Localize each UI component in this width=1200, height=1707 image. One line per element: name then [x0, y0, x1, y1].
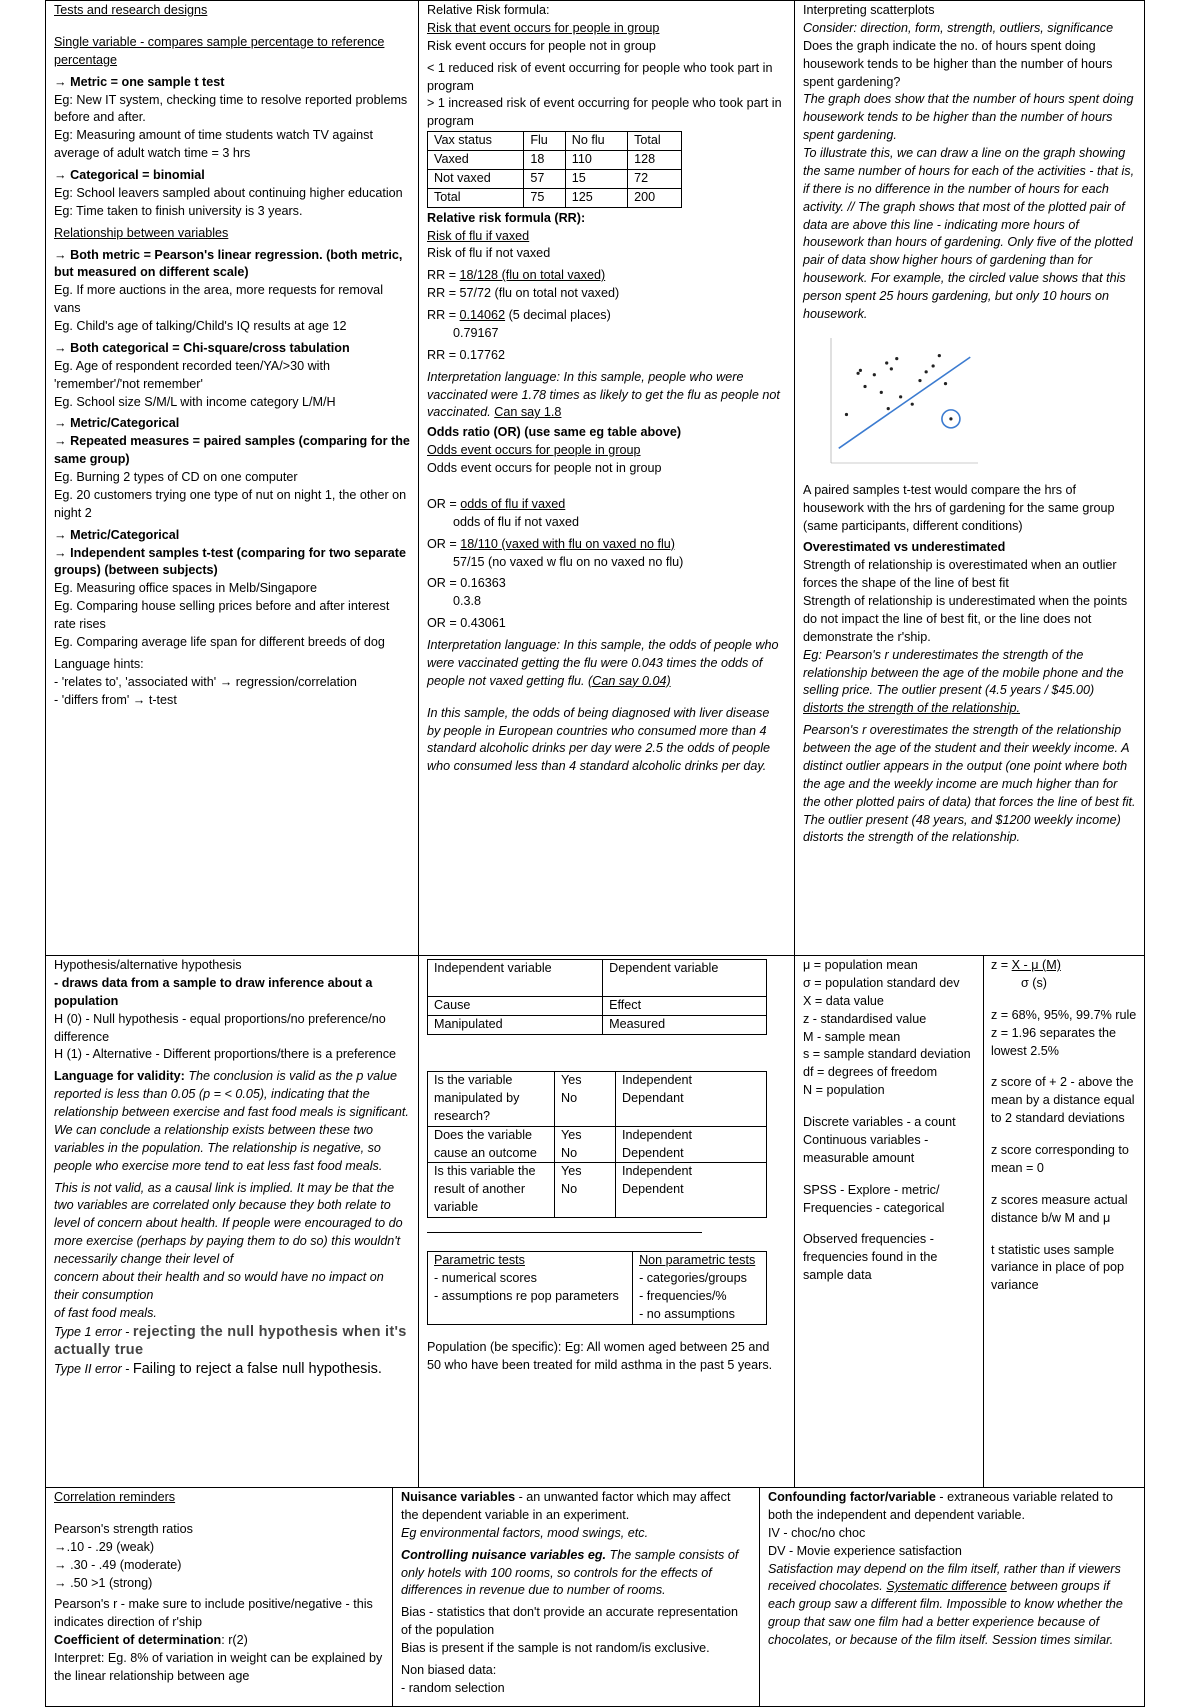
hypothesis-cell [45, 955, 419, 1488]
rr-result: RR = 0.17762 [427, 347, 506, 362]
table-cell: Cause [428, 997, 603, 1016]
validity-language [54, 1068, 410, 1175]
underestimated-def: Strength of relationship is underestimated when the points do not impact the line of best fit, or the line does not demonstrate the r'ship. [803, 594, 1128, 644]
table-cell: - categories/groups - frequencies/% - no assumptions [633, 1270, 767, 1324]
or-denominator: Odds event occurs for people not in group [427, 461, 662, 475]
table-cell: Independent [615, 1163, 766, 1181]
scatter-point [885, 361, 888, 364]
z-note: z = 1.96 separates the lowest 2.5% [991, 1025, 1116, 1058]
table-row [428, 1071, 767, 1089]
consider-list: Consider: direction, form, strength, outliers, significance [803, 20, 1114, 35]
rr-greater-than-one: > 1 increased risk of event occurring for people who took part in program [427, 96, 782, 129]
example: Eg. Child's age of talking/Child's IQ results at age 12 [54, 319, 347, 333]
z-note: z score corresponding to mean = 0 [991, 1143, 1129, 1175]
z-note: t statistic uses sample variance in place of pop variance [991, 1242, 1125, 1293]
example: Eg: New IT system, checking time to resolve reported problems before and after. [54, 92, 408, 125]
example: Eg. 20 customers trying one type of nut on night 1, the other on night 2 [54, 487, 407, 520]
table-cell: 75 [524, 188, 565, 207]
confounding-label: Confounding factor/variable [768, 1490, 936, 1504]
controlling-nuisance [401, 1547, 751, 1601]
table-header-cell: No flu [565, 132, 627, 151]
scatter-answer: The graph does show that the number of hours spent doing housework tends to be higher than the number of hours spent gardening. [803, 92, 1134, 143]
not-valid-text: of fast food meals. [54, 1305, 157, 1320]
single-variable-heading: Single variable - compares sample percentage to reference percentage [54, 34, 385, 67]
cod-label: Coefficient of determination [54, 1633, 222, 1648]
table-cell: Vaxed [428, 151, 524, 170]
rr-calc-line: RR = 57/72 (flu on total not vaxed) [427, 286, 620, 301]
rr-interpretation [427, 369, 786, 423]
table-row [428, 188, 682, 207]
table-header-cell: Vax status [428, 132, 524, 151]
table-cell: 125 [565, 188, 627, 207]
language-hint: - 'differs from' → t-test [54, 692, 177, 707]
example: Eg: Time taken to finish university is 3 years. [54, 203, 303, 218]
flu-table [427, 131, 682, 208]
hypothesis-heading: Hypothesis/alternative hypothesis [54, 958, 242, 972]
symbol-def: s = sample standard deviation [803, 1047, 971, 1062]
rr-fraction: 18/128 (flu on total vaxed) [459, 268, 606, 283]
example: Eg. Burning 2 types of CD on one computer [54, 470, 298, 484]
table-cell: 110 [565, 151, 627, 170]
variables-cell [418, 955, 795, 1488]
confounding-def [768, 1489, 1136, 1525]
or-heading: Odds ratio (OR) (use same eg table above) [427, 425, 682, 440]
or-interpretation [427, 637, 786, 691]
parametric-table [427, 1251, 767, 1325]
table-cell: Independent [615, 1071, 766, 1089]
not-valid-text: concern about their health and so would have no impact on their consumption [54, 1269, 384, 1302]
scatter-point [859, 369, 862, 372]
population-example: Population (be specific): Eg: All women aged between 25 and 50 who have been treated for mild asthma in the past 5 years. [427, 1339, 773, 1372]
table-cell: Independent [615, 1126, 766, 1144]
table-header-cell: Dependent variable [603, 960, 767, 997]
rr-interp-text: Interpretation language: In this sample, people who were vaccinated were 1.78 times as likely to get the flu as people not vaccinated. [427, 369, 780, 420]
scatter-point [887, 407, 890, 410]
or-calc-line: odds of flu if not vaxed [453, 514, 580, 529]
table-cell: 200 [628, 188, 682, 207]
tests-research-designs-cell [45, 0, 419, 956]
scatter-point [880, 391, 883, 394]
scatter-heading: Interpreting scatterplots [803, 3, 935, 17]
confounding-text: - extraneous variable related to both the independent and dependent variable. [768, 1490, 1114, 1522]
bias-def: Bias - statistics that don't provide an accurate representation of the population [401, 1605, 739, 1638]
symbol-def: SPSS - Explore - metric/ Frequencies - categorical [803, 1182, 945, 1215]
table-header-row [428, 1252, 767, 1270]
example: Eg. Age of respondent recorded teen/YA/>30 with 'remember'/'not remember' [54, 358, 330, 391]
relative-risk-cell [418, 0, 795, 956]
overestimated-def: Strength of relationship is overestimated when an outlier forces the shape of the line of best fit [803, 558, 1117, 591]
iv-dv-table [427, 959, 767, 1035]
paired-samples-note: A paired samples t-test would compare the hrs of housework with the hrs of gardening for the same group (same participants, different conditions) [803, 482, 1115, 533]
cheat-sheet [45, 0, 1145, 1696]
table-cell: Dependent [615, 1145, 766, 1163]
metric-test: → Metric = one sample t test [54, 74, 225, 89]
table-cell: 18 [524, 151, 565, 170]
nuisance-cell [392, 1487, 760, 1707]
controlling-label: Controlling nuisance variables eg. [401, 1547, 607, 1562]
rr-numerator: Risk that event occurs for people in group [427, 20, 660, 35]
not-valid-text: This is not valid, as a causal link is implied. It may be that the two variables are correlated only because they both relate to level of concern about health. If people were encouraged to do more exercise (perhaps by paying them to do so) this wouldn't necessarily change their level of [54, 1180, 403, 1266]
table-row [428, 151, 682, 170]
table-header-cell: Parametric tests [428, 1252, 633, 1270]
scatter-point [925, 370, 928, 373]
cod-interpretation: Interpret: Eg. 8% of variation in weight can be explained by the linear relationship between age [54, 1651, 383, 1683]
divider [427, 1218, 702, 1233]
rr-less-than-one: < 1 reduced risk of event occurring for people who took part in program [427, 60, 773, 93]
systematic-difference: Systematic difference [886, 1579, 1007, 1594]
symbol-def: Observed frequencies - frequencies found in the sample data [803, 1232, 938, 1283]
or-calc-line [427, 496, 786, 514]
nuisance-text: - an unwanted factor which may affect the dependent variable in an experiment. [401, 1490, 731, 1522]
table-header-row [428, 960, 767, 997]
underestimate-text: Eg: Pearson's r underestimates the strength of the relationship between the age of the mobile phone and the selling price. The outlier present (4.5 years / $45.00) [803, 647, 1124, 698]
table-cell: Not vaxed [428, 169, 524, 188]
symbol-def: Discrete variables - a count [803, 1115, 956, 1129]
table-header-cell: Total [628, 132, 682, 151]
underestimate-underlined: distorts the strength of the relationship. [803, 701, 1021, 716]
both-categorical-test: → Both categorical = Chi-square/cross tabulation [54, 340, 350, 355]
example: Eg. Comparing house selling prices before and after interest rate rises [54, 599, 390, 631]
rr-calc-line [427, 267, 786, 285]
metric-categorical: → Metric/Categorical [54, 416, 180, 431]
table-cell: Dependant [615, 1090, 766, 1127]
symbol-def: M - sample mean [803, 1029, 901, 1044]
table-header-cell: Flu [524, 132, 565, 151]
type-2-error [54, 1360, 410, 1379]
table-cell: Total [428, 188, 524, 207]
example: Eg. School size S/M/L with income category L/M/H [54, 394, 336, 409]
scatter-point [856, 371, 859, 374]
symbol-def: Continuous variables - measurable amount [803, 1132, 929, 1165]
z-prefix: z = [991, 958, 1012, 972]
rr-calc-line [427, 307, 786, 325]
table-cell: No [555, 1181, 616, 1218]
rr-denominator: Risk event occurs for people not in group [427, 38, 656, 53]
symbol-def: z - standardised value [803, 1011, 927, 1026]
scatterplot-chart [813, 328, 983, 478]
table-row [428, 169, 682, 188]
coefficient-determination [54, 1632, 384, 1650]
rr-note: (5 decimal places) [505, 308, 611, 322]
table-cell: Yes [555, 1163, 616, 1181]
type-1-label: Type 1 error - [54, 1324, 133, 1339]
scatter-point [918, 379, 921, 382]
table-cell: Does the variable cause an outcome [428, 1126, 555, 1163]
repeated-measures-test: → Repeated measures = paired samples (comparing for the same group) [54, 434, 410, 467]
scatter-point [895, 357, 898, 360]
or-calc-line [427, 536, 786, 554]
or-numerator: Odds event occurs for people in group [427, 443, 641, 458]
scatter-point [863, 385, 866, 388]
scatter-question: Does the graph indicate the no. of hours spent doing housework tends to be higher than the number of hours spent gardening? [803, 38, 1113, 89]
metric-categorical: → Metric/Categorical [54, 527, 180, 542]
example: Eg. Measuring office spaces in Melb/Singapore [54, 581, 317, 596]
bias-note: Bias is present if the sample is not random/is exclusive. [401, 1641, 710, 1655]
language-hints-heading: Language hints: [54, 656, 144, 671]
table-row [428, 1270, 767, 1324]
rr-heading: Relative Risk formula: [427, 3, 550, 17]
table-header-cell: Independent variable [428, 960, 603, 997]
example: Eg: Measuring amount of time students watch TV against average of adult watch time = 3 hrs [54, 128, 373, 161]
table-cell: 15 [565, 169, 627, 188]
cod-symbol: : r(2) [221, 1633, 248, 1648]
example: Eg. If more auctions in the area, more requests for removal vans [54, 283, 383, 316]
confounding-cell [759, 1487, 1145, 1707]
symbol-def: df = degrees of freedom [803, 1065, 938, 1080]
underestimate-example [803, 647, 1136, 719]
or-prefix: OR = [427, 536, 461, 551]
scatter-point [890, 367, 893, 370]
z-note: z scores measure actual distance b/w M and μ [991, 1192, 1128, 1225]
table-cell: Effect [603, 997, 767, 1016]
scatterplots-cell [794, 0, 1145, 956]
table-header-row [428, 132, 682, 151]
nuisance-example: Eg environmental factors, mood swings, etc. [401, 1525, 649, 1540]
table-cell: Is this variable the result of another variable [428, 1163, 555, 1218]
independent-samples-test: → Independent samples t-test (comparing for two separate groups) (between subjects) [54, 545, 406, 578]
table-row [428, 1015, 767, 1034]
rr-formula-heading: Relative risk formula (RR): [427, 210, 586, 225]
rr-value: 0.14062 [459, 308, 506, 322]
table-cell: 57 [524, 169, 565, 188]
overestimate-example: Pearson's r overestimates the strength of the relationship between the age of the student and their weekly income. A distinct outlier appears in the output (one point where both the age and the weekly income are much higher than for the other plotted pairs of data) that forces the line of best fit. The outlier present (48 years, and $1200 weekly income) distorts the strength of the relationship. [803, 723, 1136, 845]
alternative-hypothesis: H (1) - Alternative - Different proportions/there is a preference [54, 1047, 397, 1062]
or-result: OR = 0.43061 [427, 616, 506, 631]
non-biased-heading: Non biased data: [401, 1662, 497, 1677]
table-cell: Dependent [615, 1181, 766, 1218]
table-cell: Yes [555, 1126, 616, 1144]
or-calc-line: 0.3.8 [453, 594, 482, 609]
variable-question-table [427, 1071, 767, 1219]
type-1-def: rejecting the null hypothesis when it's actually true [54, 1323, 407, 1359]
table-header-cell: Non parametric tests [633, 1252, 767, 1270]
confounding-example [768, 1561, 1136, 1650]
rr-say: Can say 1.8 [494, 405, 562, 420]
table-cell: Is the variable manipulated by research? [428, 1071, 555, 1126]
or-interp-text: Interpretation language: In this sample, the odds of people who were vaccinated getting the flu were 0.043 times the odds of people not vaxed getting flu. [427, 638, 779, 688]
scatter-point [845, 413, 848, 416]
scatter-point [911, 402, 914, 405]
or-prefix: OR = [427, 496, 461, 511]
symbol-def: N = population [803, 1083, 885, 1098]
table-cell: 128 [628, 151, 682, 170]
validity-text: The conclusion is valid as the p value reported is less than 0.05 (p = < 0.05), indicating that the relationship between exercise and fast food meals is significant. We can conclude a relationship exists between these two variables in the population. The relationship is negative, so people who exercise more tend to eat less fast food meals. [54, 1069, 409, 1173]
symbol-def: X = data value [803, 993, 884, 1008]
non-biased-item: - random selection [401, 1680, 505, 1695]
table-cell: 72 [628, 169, 682, 188]
scatter-explanation: To illustrate this, we can draw a line on the graph showing the same number of hours for each of the activities - that is, if there is no difference in the number of hours for each activity. // The graph shows that most of the plotted pair of data are above this line - indicating more hours of housework than hours of gardening. Only five of the plotted pair of data show higher hours of gardening than for housework. For example, the circled value shows that this person spent 25 hours gardening, but only 10 hours on housework. [803, 146, 1135, 321]
or-say: (Can say 0.04) [588, 673, 671, 688]
table-cell: Measured [603, 1015, 767, 1034]
independent-variable: IV - choc/no choc [768, 1525, 866, 1540]
confounding-example-a: Satisfaction may depend on the film itself, rather than if viewers received chocolates. [768, 1561, 1121, 1594]
scatter-point [932, 364, 935, 367]
scatter-point [899, 395, 902, 398]
correlation-heading: Correlation reminders [54, 1490, 176, 1504]
z-note: z = 68%, 95%, 99.7% rule [991, 1007, 1137, 1022]
table-cell: No [555, 1090, 616, 1127]
table-cell: No [555, 1145, 616, 1163]
validity-heading: Language for validity: [54, 1069, 185, 1084]
rr-formula-numerator: Risk of flu if vaxed [427, 228, 530, 243]
scatter-point [944, 382, 947, 385]
rr-prefix: RR = [427, 268, 460, 283]
controlling-text: The sample consists of only hotels with 100 rooms, so controls for the effects of differences in revenue due to number of rooms. [401, 1547, 739, 1598]
column-divider [983, 956, 984, 1488]
z-numerator: X - μ (M) [1011, 958, 1061, 972]
z-denominator: σ (s) [1021, 975, 1047, 990]
table-row [428, 1163, 767, 1181]
table-cell: - numerical scores - assumptions re pop parameters [428, 1270, 633, 1324]
type-1-error [54, 1323, 410, 1361]
scatter-point [873, 373, 876, 376]
scatter-point [949, 417, 952, 420]
type-2-def: Failing to reject a false null hypothesis. [132, 1361, 382, 1378]
null-hypothesis: H (0) - Null hypothesis - equal proportions/no preference/no difference [54, 1011, 386, 1044]
table-row [428, 997, 767, 1016]
or-fraction: 18/110 (vaxed with flu on vaxed no flu) [460, 536, 675, 551]
strength-ratio: →.10 - .29 (weak) [54, 1539, 155, 1554]
categorical-test: → Categorical = binomial [54, 168, 205, 182]
rr-prefix: RR = [427, 308, 460, 322]
language-hint: - 'relates to', 'associated with' → regression/correlation [54, 674, 357, 689]
table-row [428, 1126, 767, 1144]
z-score-notes [991, 957, 1141, 1295]
type-2-label: Type II error - [54, 1362, 133, 1377]
example: Eg. Comparing average life span for different breeds of dog [54, 634, 385, 649]
strength-ratio: → .50 >1 (strong) [54, 1575, 153, 1590]
or-fraction: odds of flu if vaxed [460, 496, 566, 511]
nuisance-def [401, 1489, 751, 1525]
example: Eg: School leavers sampled about continuing higher education [54, 185, 403, 200]
table-cell: Yes [555, 1071, 616, 1089]
rr-formula-denominator: Risk of flu if not vaxed [427, 246, 551, 261]
strength-ratio: → .30 - .49 (moderate) [54, 1557, 182, 1572]
relationship-heading: Relationship between variables [54, 225, 229, 240]
symbol-def: μ = population mean [803, 958, 918, 972]
nuisance-label: Nuisance variables [401, 1490, 516, 1504]
z-formula [991, 957, 1141, 975]
symbols-cell [794, 955, 1145, 1488]
both-metric-test: → Both metric = Pearson's linear regression. (both metric, but measured on different scale) [54, 247, 403, 280]
symbol-def: σ = population standard dev [803, 975, 960, 990]
or-calc-line: OR = 0.16363 [427, 576, 506, 591]
z-note: z score of + 2 - above the mean by a distance equal to 2 standard deviations [991, 1075, 1135, 1126]
direction-note: Pearson's r - make sure to include positive/negative - this indicates direction of r'ship [54, 1597, 373, 1630]
symbols-list [803, 957, 978, 1285]
scatter-point [938, 354, 941, 357]
table-cell: Manipulated [428, 1015, 603, 1034]
or-example: In this sample, the odds of being diagnosed with liver disease by people in European countries who consumed more than 4 standard alcoholic drinks per day were 2.5 the odds of people who consumed less than 4 standard alcoholic drinks per day. [427, 705, 771, 774]
correlation-cell [45, 1487, 393, 1707]
strength-ratios-heading: Pearson's strength ratios [54, 1521, 193, 1536]
overestimated-heading: Overestimated vs underestimated [803, 540, 1006, 555]
or-calc-line: 57/15 (no vaxed w flu on no vaxed no flu) [453, 554, 684, 569]
section-title: Tests and research designs [54, 3, 208, 17]
confounding-example-b: between groups if each group saw a different film. Impossible to know whether the group that saw one film had a better experience because of chocolates, or because of the film itself. Session times similar. [768, 1579, 1123, 1647]
hypothesis-desc: - draws data from a sample to draw inference about a population [54, 975, 373, 1008]
dependent-variable: DV - Movie experience satisfaction [768, 1543, 962, 1558]
rr-calc-line: 0.79167 [453, 325, 499, 340]
